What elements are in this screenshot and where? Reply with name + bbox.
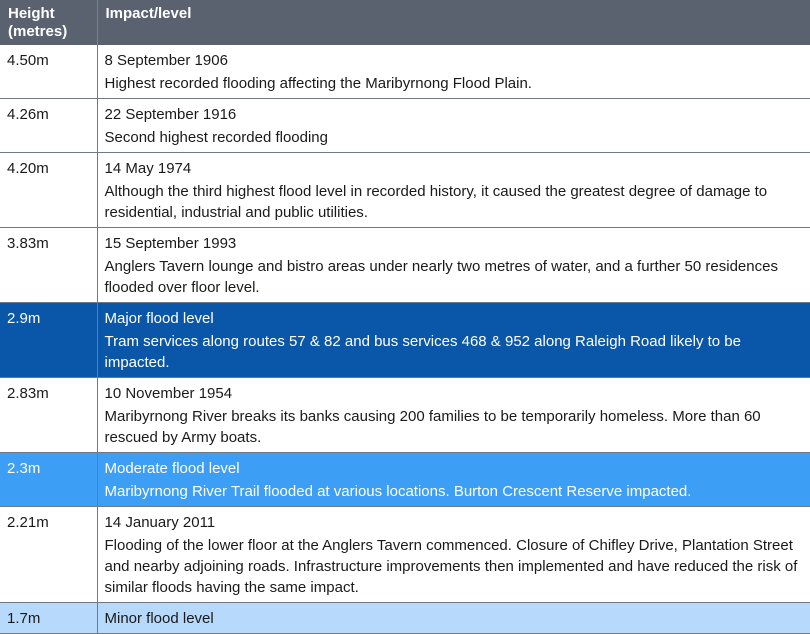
impact-title: 10 November 1954 <box>104 385 233 402</box>
impact-description: Maribyrnong River breaks its banks causing 200 families to be temporarily homeless. More than 60 rescued by Army boats. <box>104 408 761 446</box>
impact-cell <box>97 603 810 634</box>
impact-description: Anglers Tavern lounge and bistro areas under nearly two metres of water, and a further 50 residences flooded over floor level. <box>104 258 778 296</box>
height-cell: 2.83m <box>0 378 97 453</box>
impact-cell <box>97 99 810 153</box>
impact-description: Highest recorded flooding affecting the Maribyrnong Flood Plain. <box>104 75 532 92</box>
table-row <box>0 153 810 228</box>
impact-description: Second highest recorded flooding <box>104 129 328 146</box>
impact-description: Tram services along routes 57 & 82 and bus services 468 & 952 along Raleigh Road likely to be impacted. <box>104 333 741 371</box>
impact-title: 8 September 1906 <box>104 52 228 69</box>
impact-title: 15 September 1993 <box>104 235 237 252</box>
impact-description: Flooding of the lower floor at the Anglers Tavern commenced. Closure of Chifley Drive, Plantation Street and nearby adjoining roads. Infrastructure improvements then implemented and have reduced the risk of similar floods having the same impact. <box>104 537 798 596</box>
impact-column-header: Impact/level <box>97 0 810 45</box>
table-row <box>0 99 810 153</box>
height-column-header: Height (metres) <box>0 0 97 45</box>
impact-description: Although the third highest flood level in recorded history, it caused the greatest degree of damage to residential, industrial and public utilities. <box>104 183 768 221</box>
impact-title: 14 January 2011 <box>104 514 216 531</box>
height-cell: 4.26m <box>0 99 97 153</box>
height-cell: 2.3m <box>0 453 97 507</box>
height-cell: 2.21m <box>0 507 97 603</box>
table-row <box>0 45 810 99</box>
impact-description: Maribyrnong River Trail flooded at various locations. Burton Crescent Reserve impacted. <box>104 483 692 500</box>
impact-title: Minor flood level <box>104 610 214 627</box>
impact-cell <box>97 153 810 228</box>
height-cell: 4.50m <box>0 45 97 99</box>
table-row <box>0 228 810 303</box>
impact-title: Major flood level <box>104 310 214 327</box>
table-row <box>0 303 810 378</box>
height-cell: 1.7m <box>0 603 97 634</box>
height-cell: 2.9m <box>0 303 97 378</box>
height-cell: 4.20m <box>0 153 97 228</box>
impact-title: Moderate flood level <box>104 460 240 477</box>
impact-cell <box>97 378 810 453</box>
impact-cell <box>97 453 810 507</box>
table-row <box>0 603 810 634</box>
impact-cell <box>97 303 810 378</box>
impact-title: 14 May 1974 <box>104 160 192 177</box>
impact-cell <box>97 507 810 603</box>
height-cell: 3.83m <box>0 228 97 303</box>
table-row <box>0 378 810 453</box>
table-row <box>0 453 810 507</box>
impact-cell <box>97 228 810 303</box>
table-row <box>0 507 810 603</box>
table-header-row <box>0 0 810 45</box>
impact-cell <box>97 45 810 99</box>
impact-title: 22 September 1916 <box>104 106 237 123</box>
